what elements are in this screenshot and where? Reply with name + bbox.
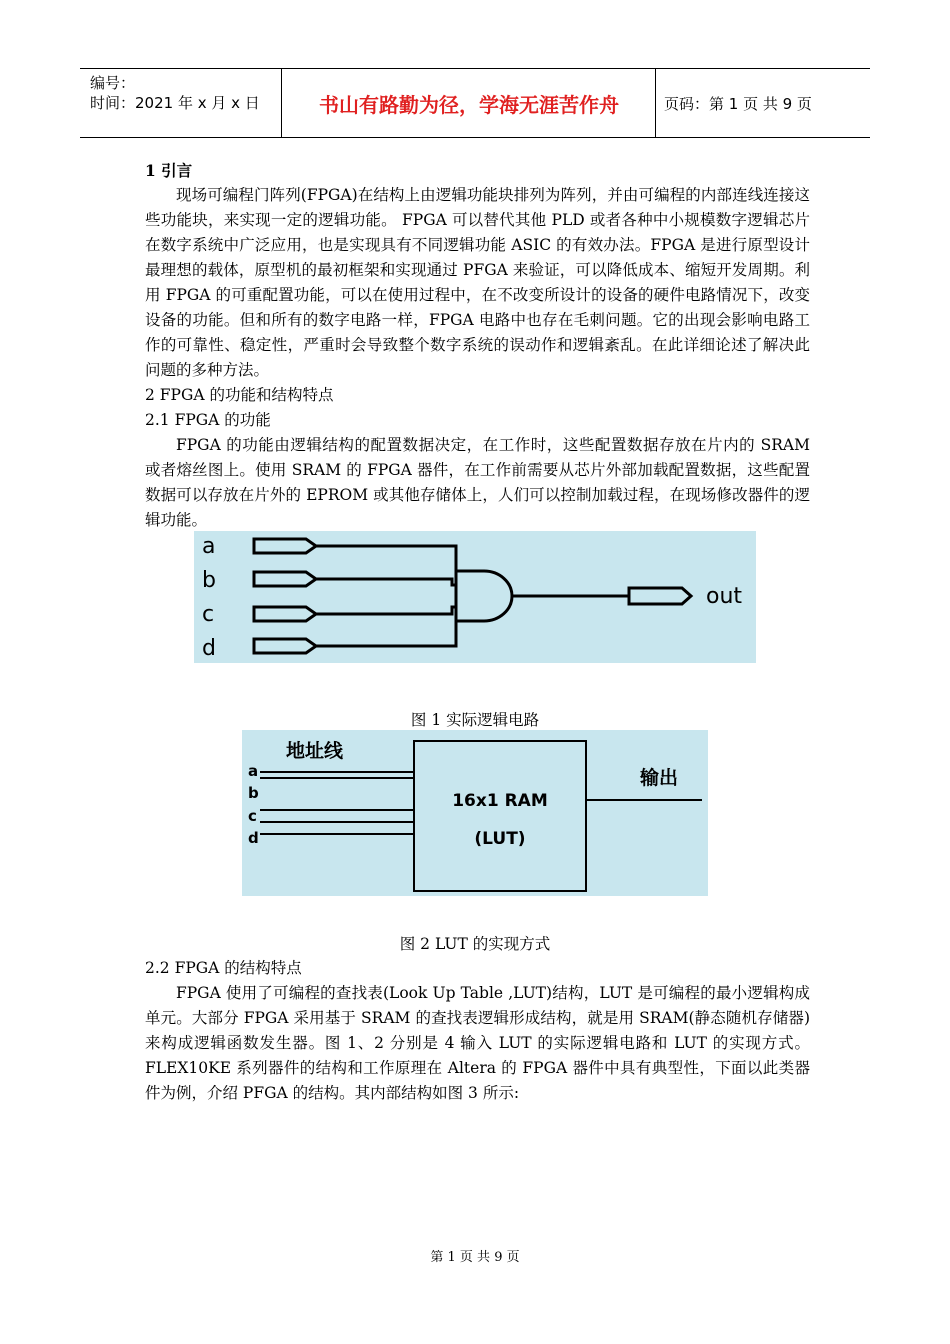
number-label: 编号： — [90, 74, 136, 92]
lut-input-c: c — [248, 807, 257, 825]
header-table — [80, 68, 870, 138]
ram-block-line2: (LUT) — [474, 829, 526, 849]
header-meta — [80, 69, 282, 137]
section-2-2-paragraph: FPGA 使用了可编程的查找表(Look Up Table ,LUT)结构，LUT 是可编程的最小逻辑构成单元。大部分 FPGA 采用基于 SRAM 的查找表逻辑形成结构，就是用 SRAM(静态随机存储器)来构成逻辑函数发生器。图 1、2 分别是 4 输入 LUT 的实际逻辑电路和 LUT 的实现方式。FLEX10KE 系列器件的结构和工作原理在 Altera 的 FPGA 器件中具有典型性，下面以此类器件为例，介绍 PFGA 的结构。其内部结构如图 3 所示: — [145, 984, 810, 1102]
header-page-info: 页码：第 1 页 共 9 页 — [664, 94, 812, 113]
time-label: 时间：2021 年 x 月 x 日 — [90, 94, 260, 112]
section-1-title: 1 引言 — [145, 161, 193, 180]
input-buffer-c — [254, 607, 316, 621]
page-footer: 第 1 页 共 9 页 — [430, 1250, 520, 1265]
output-buffer — [629, 588, 691, 604]
and-gate — [456, 571, 512, 621]
ram-block-line1: 16x1 RAM — [452, 791, 548, 811]
section-2-1-paragraph: FPGA 的功能由逻辑结构的配置数据决定，在工作时，这些配置数据存放在片内的 SRAM 或者熔丝图上。使用 SRAM 的 FPGA 器件，在工作前需要从芯片外部加载配置数据，这些配置数据可以存放在片外的 EPROM 或其他存储体上，人们可以控制加载过程，在现场修改器件的逻辑功能。 — [145, 436, 810, 529]
input-buffer-d — [254, 639, 316, 653]
input-label-a: a — [202, 534, 216, 559]
input-buffer-b — [254, 572, 316, 586]
figure-1-caption: 图 1 实际逻辑电路 — [410, 711, 540, 729]
input-label-c: c — [202, 602, 215, 627]
input-label-b: b — [202, 568, 216, 593]
section-1-paragraph: 现场可编程门阵列(FPGA)在结构上由逻辑功能块排列为阵列，并由可编程的内部连线连接这些功能块，来实现一定的逻辑功能。 FPGA 可以替代其他 PLD 或者各种中小规模数字逻辑芯片在数字系统中广泛应用，也是实现具有不同逻辑功能 ASIC 的有效办法。FPGA 是进行原型设计最理想的载体，原型机的最初框架和实现通过 PFGA 来验证，可以降低成本、缩短开发周期。利用 FPGA 的可重配置功能，可以在使用过程中，在不改变所设计的设备的硬件电路情况下，改变设备的功能。但和所有的数字电路一样，FPGA 电路中也存在毛刺问题。它的出现会影响电路工作的可靠性、稳定性，严重时会导致整个数字系统的误动作和逻辑紊乱。在此详细论述了解决此问题的多种方法。 — [145, 186, 810, 379]
lut-input-d: d — [248, 829, 259, 847]
lut-output-label: 输出 — [640, 767, 679, 789]
input-buffer-a — [254, 539, 316, 553]
address-lines-label: 地址线 — [286, 740, 344, 762]
section-2-1-title: 2.1 FPGA 的功能 — [145, 411, 271, 429]
figure-2-caption: 图 2 LUT 的实现方式 — [399, 935, 551, 953]
input-label-d: d — [202, 636, 216, 661]
figure-1-logic-circuit — [194, 531, 756, 663]
lut-input-b: b — [248, 784, 259, 802]
figure-1-diagram — [194, 531, 756, 663]
section-2-title: 2 FPGA 的功能和结构特点 — [145, 386, 334, 404]
section-2-2-title: 2.2 FPGA 的结构特点 — [145, 959, 302, 977]
body-text-upper — [145, 158, 810, 533]
figure-2-diagram — [242, 730, 708, 896]
output-label: out — [706, 584, 743, 609]
header-motto: 书山有路勤为径，学海无涯苦作舟 — [283, 69, 656, 137]
figure-2-lut-implementation — [242, 730, 708, 896]
body-text-lower — [145, 956, 810, 1106]
ram-block — [414, 741, 586, 891]
lut-input-a: a — [248, 762, 259, 780]
